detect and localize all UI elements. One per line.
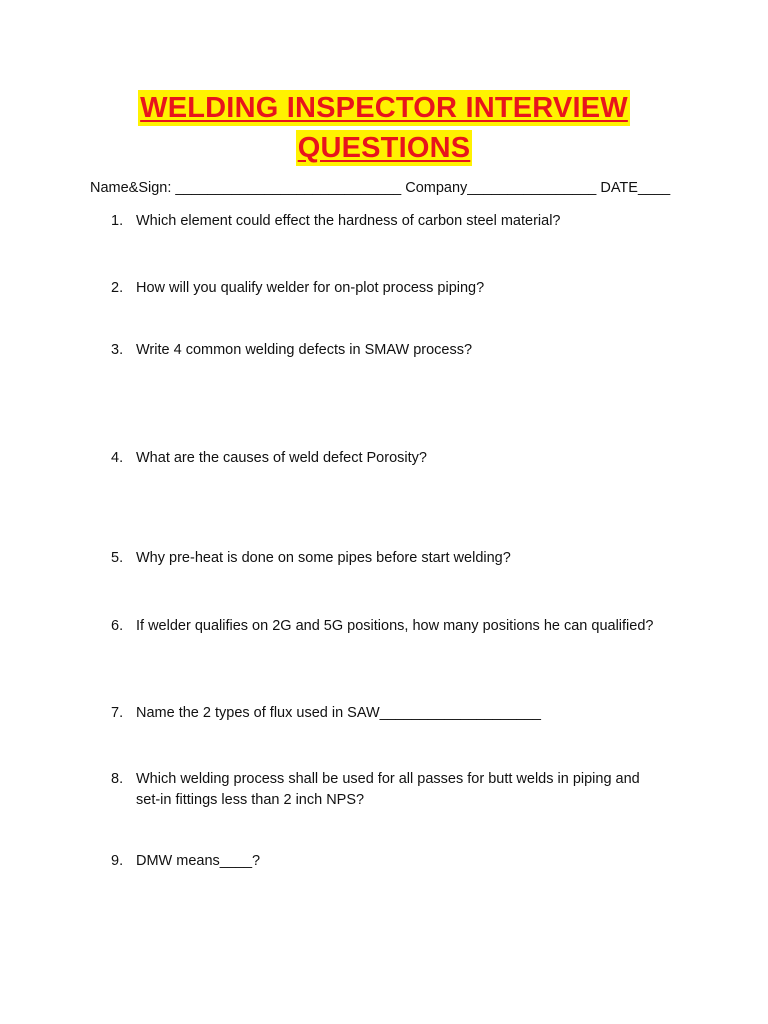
- question-text: Why pre-heat is done on some pipes before start welding?: [136, 550, 511, 566]
- question-text: What are the causes of weld defect Porosity?: [136, 450, 427, 466]
- question-number: 6.: [111, 618, 124, 634]
- question-text: Write 4 common welding defects in SMAW process?: [136, 342, 473, 358]
- title-line-2: QUESTIONS: [297, 132, 471, 164]
- question-number: 9.: [111, 853, 124, 869]
- question-item: [111, 448, 427, 469]
- question-item: [111, 548, 511, 569]
- question-number: 4.: [111, 450, 124, 466]
- question-number: 3.: [111, 342, 124, 358]
- question-text: Which element could effect the hardness of carbon steel material?: [136, 213, 561, 229]
- title-line-1: WELDING INSPECTOR INTERVIEW: [140, 92, 628, 124]
- question-item: [111, 278, 484, 299]
- question-text: DMW means____?: [136, 853, 261, 869]
- question-item: [111, 211, 561, 232]
- question-item: [111, 703, 541, 724]
- question-text: Name the 2 types of flux used in SAW____________________: [136, 705, 541, 721]
- question-item: [111, 769, 640, 811]
- question-item: [111, 616, 653, 637]
- question-text-continuation: set-in fittings less than 2 inch NPS?: [136, 792, 365, 808]
- question-number: 7.: [111, 705, 124, 721]
- question-text: If welder qualifies on 2G and 5G positions, how many positions he can qualified?: [136, 618, 654, 634]
- question-number: 5.: [111, 550, 124, 566]
- question-text: How will you qualify welder for on-plot process piping?: [136, 280, 485, 296]
- page-title: [0, 90, 768, 166]
- question-text: Which welding process shall be used for all passes for butt welds in piping and: [136, 771, 640, 787]
- question-item: [111, 851, 260, 872]
- question-number: 8.: [111, 771, 124, 787]
- question-number: 1.: [111, 213, 124, 229]
- question-item: [111, 340, 472, 361]
- question-number: 2.: [111, 280, 124, 296]
- name-company-date-line: Name&Sign: ____________________________ Company________________ DATE____: [90, 180, 671, 196]
